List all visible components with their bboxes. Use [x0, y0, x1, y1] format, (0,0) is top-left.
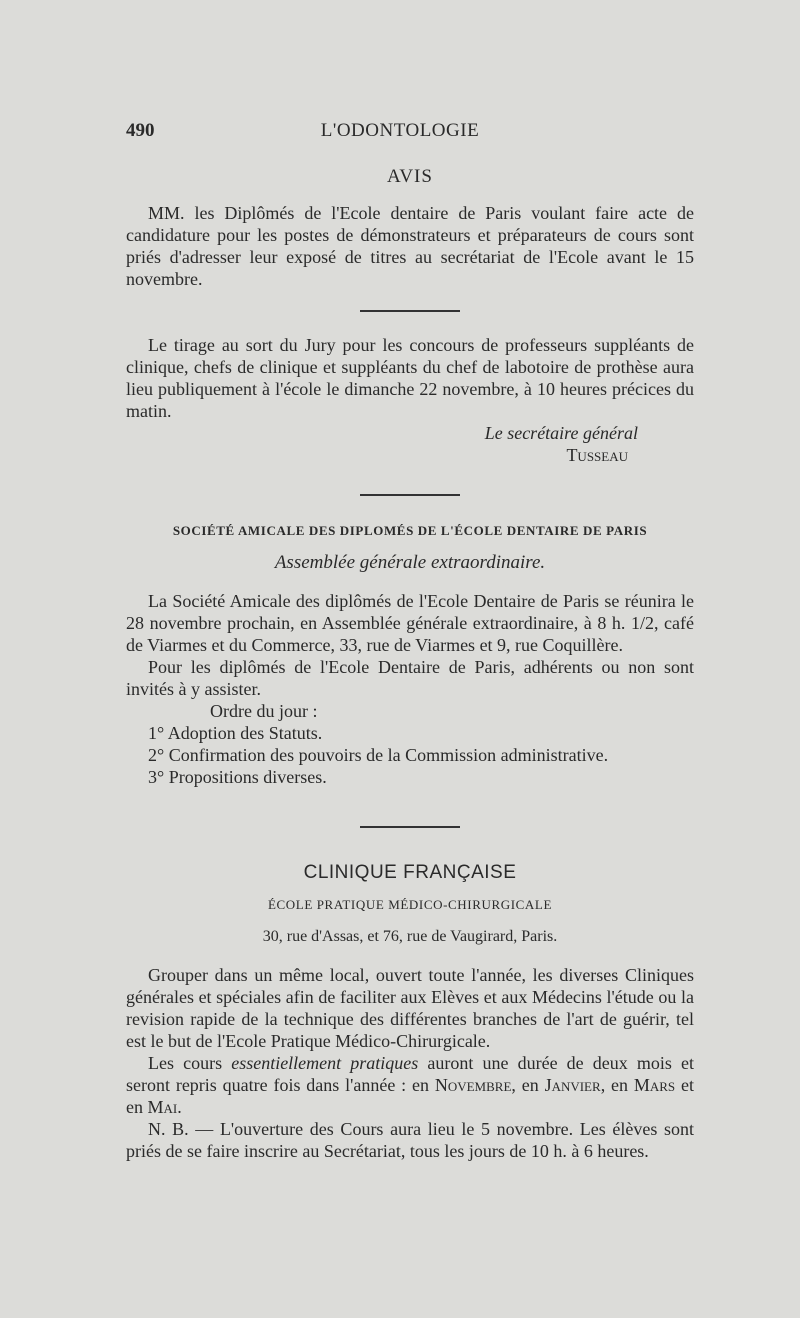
page-content	[126, 166, 694, 1162]
month-january: Janvier	[544, 1075, 601, 1095]
month-march: Mars	[633, 1075, 676, 1095]
societe-paragraph-1: La Société Amicale des diplômés de l'Ecole Dentaire de Paris se réunira le 28 novembre prochain, en Assemblée générale extraordinaire, à 8 h. 1/2, café de Viarmes et du Commerce, 33, rue de Viarmes et 9, rue Coquillère.	[126, 591, 694, 655]
clinique-title: CLINIQUE FRANÇAISE	[303, 862, 517, 883]
societe-paragraph-2: Pour les diplômés de l'Ecole Dentaire de Paris, adhérents ou non sont invités à y assister.	[126, 657, 694, 699]
page-header	[126, 120, 674, 144]
italic-run: essentiellement pratiques	[231, 1053, 419, 1073]
societe-title: SOCIÉTÉ AMICALE DES DIPLOMÉS DE L'ÉCOLE DENTAIRE DE PARIS	[172, 523, 648, 538]
ordre-du-jour: Ordre du jour :	[210, 701, 318, 721]
clinique-paragraph-3: N. B. — L'ouverture des Cours aura lieu le 5 novembre. Les élèves sont priés de se faire inscrire au Secrétariat, tous les jours de 10 h. à 6 heures.	[126, 1119, 694, 1161]
avis-title: AVIS	[387, 166, 433, 187]
running-title: L'ODONTOLOGIE	[320, 120, 480, 141]
text-run: , en	[511, 1075, 545, 1095]
clinique-address: 30, rue d'Assas, et 76, rue de Vaugirard, Paris.	[262, 928, 558, 945]
agenda-item: 2° Confirmation des pouvoirs de la Commission administrative.	[148, 745, 609, 765]
signature-title: Le secrétaire général	[484, 423, 638, 443]
clinique-paragraph-1: Grouper dans un même local, ouvert toute l'année, les diverses Cliniques générales et spéciales afin de faciliter aux Elèves et aux Médecins l'étude ou la revision rapide de la technique des différentes branches de l'art de guérir, tel est le but de l'Ecole Pratique Médico-Chirurgicale.	[126, 965, 694, 1051]
text-run: auront une durée de deux mois et seront repris quatre fois dans l'année : en	[126, 1053, 694, 1095]
page-number: 490	[126, 120, 155, 141]
month-november: Novembre	[434, 1075, 512, 1095]
text-run: et en	[126, 1075, 694, 1117]
clinique-paragraph-2	[126, 1052, 694, 1118]
text-run: Les cours	[148, 1053, 232, 1073]
societe-subtitle: Assemblée générale extraordinaire.	[274, 552, 546, 573]
agenda-item: 3° Propositions diverses.	[148, 767, 327, 787]
avis-paragraph-2: Le tirage au sort du Jury pour les concours de professeurs suppléants de clinique, chefs de clinique et suppléants du chef de labotoire de prothèse aura lieu publiquement à l'école le dimanche 22 novembre, à 10 heures précices du matin.	[126, 335, 694, 421]
clinique-school: ÉCOLE PRATIQUE MÉDICO-CHIRURGICALE	[268, 897, 552, 912]
avis-paragraph-1: MM. les Diplômés de l'Ecole dentaire de Paris voulant faire acte de candidature pour les postes de démonstrateurs et préparateurs de cours sont priés d'adresser leur exposé de titres au secrétariat de l'Ecole avant le 15 novembre.	[126, 203, 694, 289]
signature-name: Tusseau	[566, 445, 628, 465]
text-run: .	[177, 1097, 182, 1117]
text-run: , en	[600, 1075, 634, 1095]
agenda-item: 1° Adoption des Statuts.	[148, 723, 323, 743]
month-may: Mai	[147, 1097, 178, 1117]
